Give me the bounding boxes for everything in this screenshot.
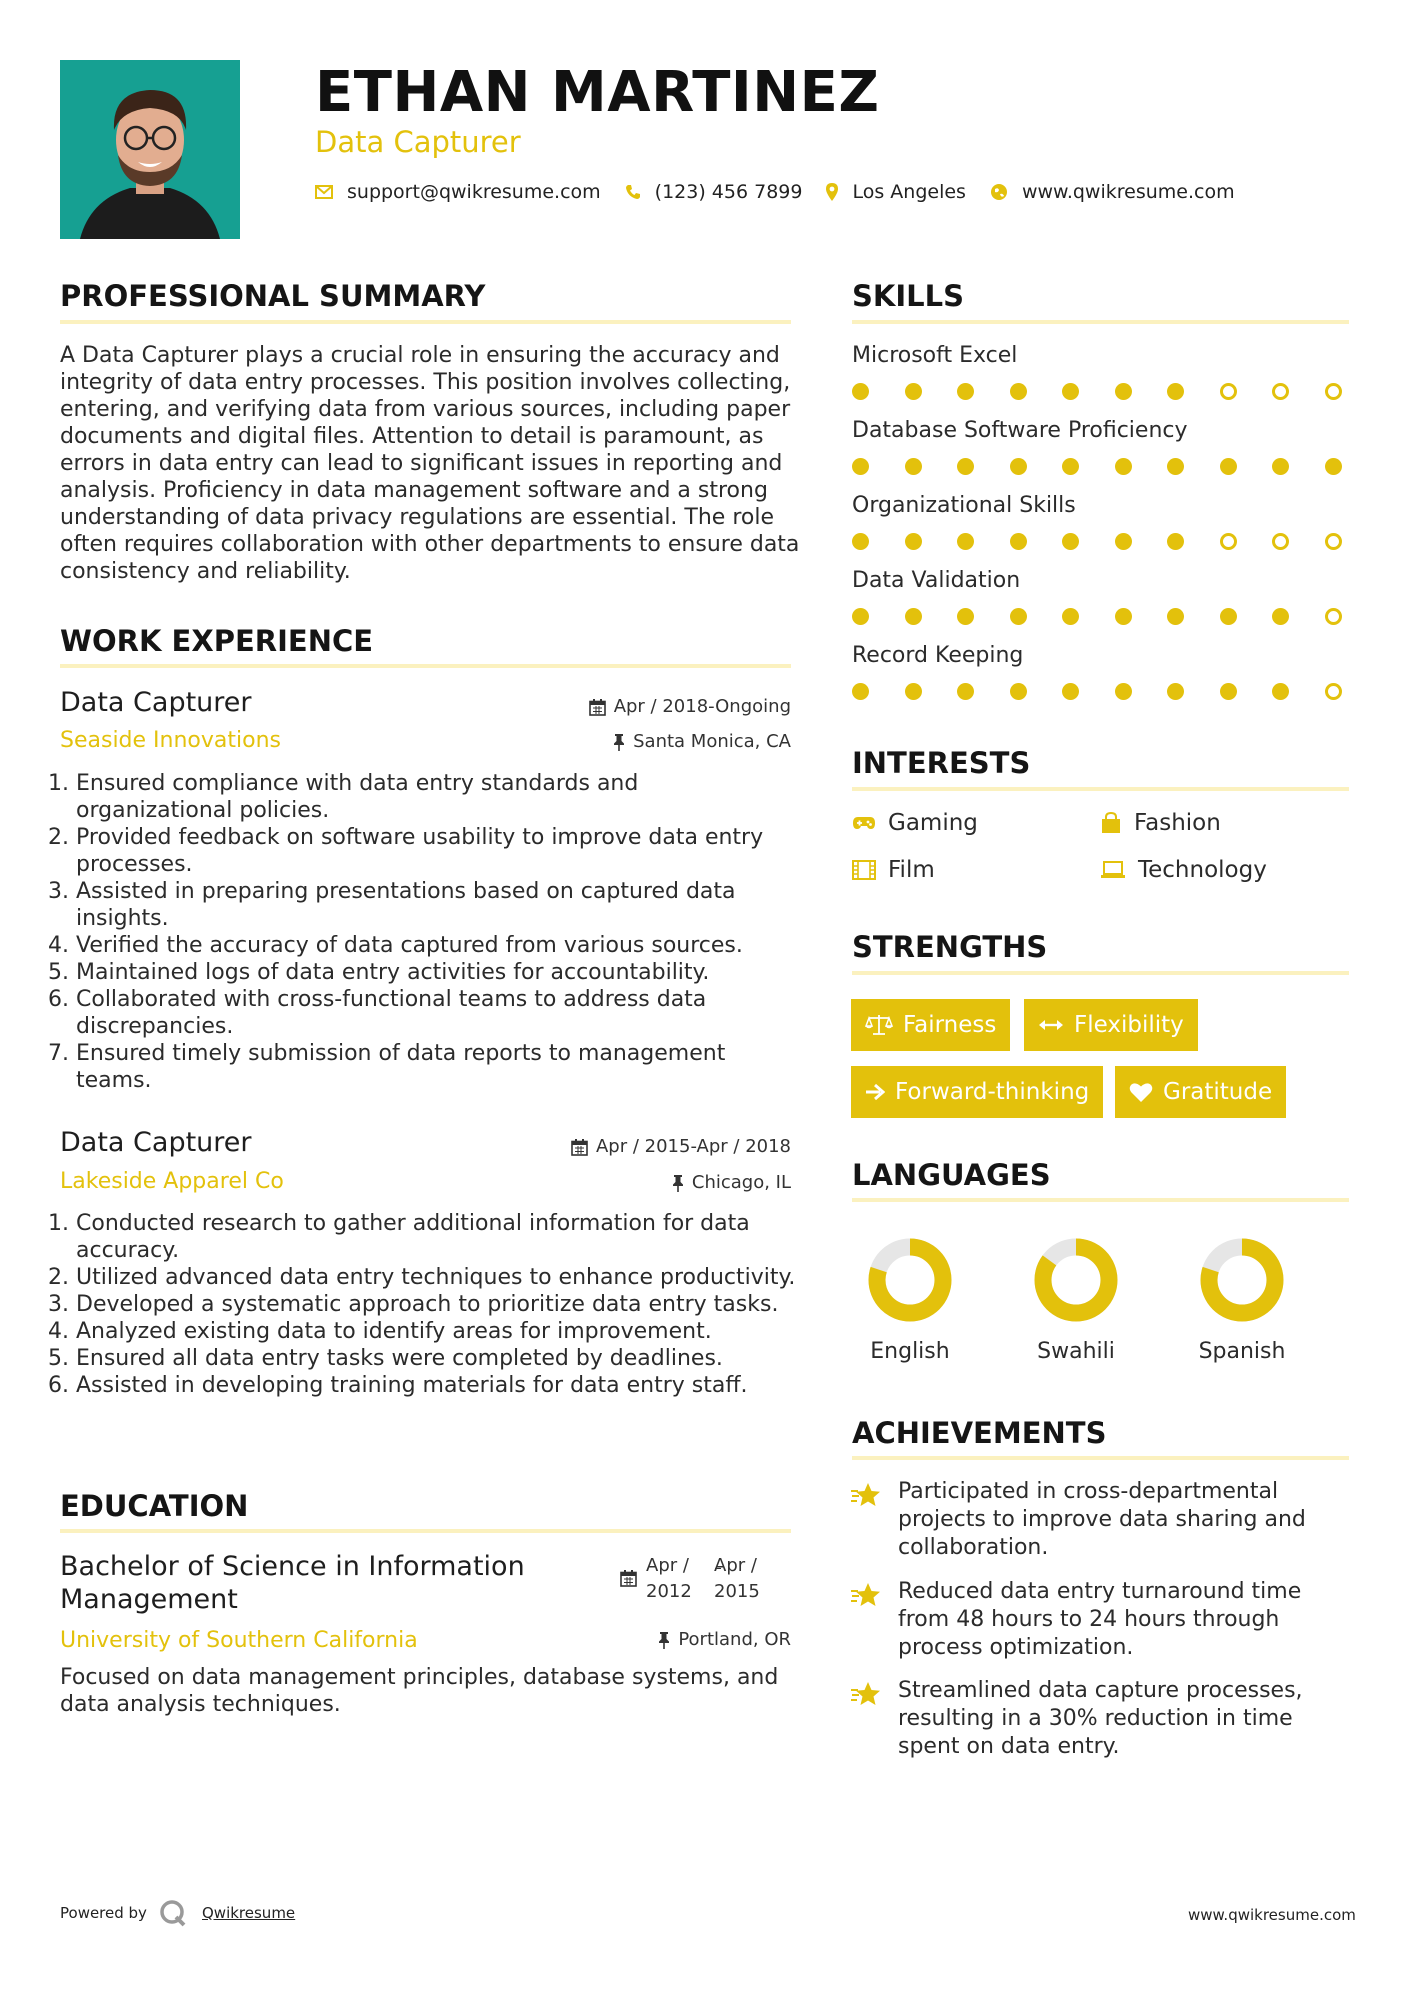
candidate-title: Data Capturer <box>315 125 521 159</box>
skill-dot-filled <box>1062 533 1079 550</box>
interest-technology <box>1100 856 1267 884</box>
job-2-title: Data Capturer <box>60 1127 252 1158</box>
qwikresume-logo-icon <box>158 1898 188 1928</box>
edu-date-separator <box>715 1568 721 1569</box>
job-1-location <box>480 730 791 754</box>
job-1-duty: 7. Ensured timely submission of data reports to management teams. <box>76 1040 798 1094</box>
skill-dot-filled <box>852 458 869 475</box>
education-location <box>480 1628 791 1652</box>
achievement-item <box>850 1578 1318 1662</box>
skill-dot-filled <box>1167 608 1184 625</box>
skills-heading: SKILLS <box>852 279 964 313</box>
skill-rating <box>852 608 1342 625</box>
globe-icon <box>990 183 1008 201</box>
footer-url[interactable]: www.qwikresume.com <box>1188 1906 1356 1924</box>
laptop-icon <box>1100 861 1126 879</box>
skill-dot-filled <box>957 533 974 550</box>
skill-row <box>852 642 1352 717</box>
job-1-duties <box>58 770 798 1094</box>
job-2-duty: 1. Conducted research to gather additional information for data accuracy. <box>76 1210 798 1264</box>
skill-dot-filled <box>1010 608 1027 625</box>
skill-dot-filled <box>1062 683 1079 700</box>
gamepad-icon <box>852 815 876 831</box>
candidate-name: ETHAN MARTINEZ <box>315 60 880 125</box>
balance-scale-icon <box>865 1014 893 1036</box>
skill-dot-filled <box>1272 683 1289 700</box>
contact-phone[interactable] <box>625 181 803 203</box>
languages-heading: LANGUAGES <box>852 1158 1051 1192</box>
pushpin-icon <box>613 734 625 751</box>
skill-dot-filled <box>1220 608 1237 625</box>
achievement-text: Streamlined data capture processes, resulting in a 30% reduction in time spent on data entry. <box>898 1678 1303 1759</box>
skill-name: Organizational Skills <box>852 493 1076 518</box>
job-1-title: Data Capturer <box>60 687 252 718</box>
shopping-bag-icon <box>1100 812 1122 834</box>
languages-chart <box>840 1230 1360 1370</box>
film-icon <box>852 860 876 880</box>
strength-tag-flexibility <box>1024 999 1198 1051</box>
interest-label: Fashion <box>1134 810 1221 836</box>
interest-gaming <box>852 809 978 837</box>
arrow-right-icon <box>865 1083 885 1101</box>
skill-dot-empty <box>1325 383 1342 400</box>
skill-dot-empty <box>1220 533 1237 550</box>
summary-heading: PROFESSIONAL SUMMARY <box>60 279 486 313</box>
skill-dot-filled <box>1115 683 1132 700</box>
pushpin-icon <box>658 1632 670 1649</box>
skill-dot-filled <box>1115 383 1132 400</box>
contact-website[interactable] <box>990 181 1235 203</box>
interests-divider <box>852 787 1349 791</box>
strength-tag-gratitude <box>1115 1066 1286 1118</box>
strength-label: Fairness <box>903 1012 997 1038</box>
job-2-dates-text: Apr / 2015-Apr / 2018 <box>595 1136 791 1157</box>
skill-dot-filled <box>905 608 922 625</box>
education-location-text: Portland, OR <box>678 1629 791 1650</box>
strength-tag-fairness <box>851 999 1010 1051</box>
job-1-duty: 5. Maintained logs of data entry activities for accountability. <box>76 959 798 986</box>
skill-dot-filled <box>1010 458 1027 475</box>
skill-dot-filled <box>852 683 869 700</box>
interest-label: Technology <box>1138 857 1267 883</box>
interest-fashion <box>1100 809 1221 837</box>
skill-row <box>852 492 1352 567</box>
skill-rating <box>852 683 1342 700</box>
skill-dot-filled <box>1115 608 1132 625</box>
skill-name: Database Software Proficiency <box>852 418 1188 443</box>
skill-name: Record Keeping <box>852 643 1024 668</box>
calendar-icon <box>589 699 606 716</box>
skill-dot-filled <box>957 383 974 400</box>
language-name: Swahili <box>1037 1339 1115 1364</box>
job-1-duty: 4. Verified the accuracy of data captured from various sources. <box>76 932 798 959</box>
interests-heading: INTERESTS <box>852 746 1031 780</box>
star-icon <box>850 1680 882 1710</box>
job-1-duty: 3. Assisted in preparing presentations based on captured data insights. <box>76 878 798 932</box>
strength-label: Gratitude <box>1163 1079 1273 1105</box>
skill-dot-empty <box>1325 683 1342 700</box>
job-1-duty: 2. Provided feedback on software usability to improve data entry processes. <box>76 824 798 878</box>
skill-dot-filled <box>1115 458 1132 475</box>
education-heading: EDUCATION <box>60 1489 249 1523</box>
skill-row <box>852 342 1352 417</box>
skill-dot-filled <box>1272 608 1289 625</box>
envelope-icon <box>315 185 333 199</box>
skills-list <box>852 342 1352 717</box>
school-name: University of Southern California <box>60 1628 418 1653</box>
education-description: Focused on data management principles, database systems, and data analysis techniques. <box>60 1665 779 1717</box>
skill-dot-filled <box>905 458 922 475</box>
job-1-company: Seaside Innovations <box>60 728 281 753</box>
contact-bar <box>315 178 1259 206</box>
skill-row <box>852 567 1352 642</box>
languages-divider <box>852 1198 1349 1202</box>
job-2-dates <box>480 1135 791 1159</box>
summary-divider <box>60 320 791 324</box>
skill-dot-filled <box>852 533 869 550</box>
skill-dot-filled <box>852 608 869 625</box>
avatar-illustration <box>60 60 240 239</box>
job-2-duty: 6. Assisted in developing training materials for data entry staff. <box>76 1372 798 1399</box>
map-pin-icon <box>826 183 838 201</box>
skill-dot-empty <box>1272 533 1289 550</box>
skill-dot-filled <box>1010 533 1027 550</box>
skill-dot-filled <box>1167 458 1184 475</box>
skill-dot-empty <box>1325 608 1342 625</box>
powered-by-label: Powered by <box>60 1904 147 1922</box>
skill-dot-filled <box>1167 533 1184 550</box>
job-2-duty: 2. Utilized advanced data entry techniques to enhance productivity. <box>76 1264 798 1291</box>
phone-icon <box>625 184 641 200</box>
contact-email[interactable] <box>315 181 601 203</box>
job-1-duty: 1. Ensured compliance with data entry standards and organizational policies. <box>76 770 798 824</box>
interest-label: Film <box>888 857 935 883</box>
heart-icon <box>1129 1082 1153 1103</box>
skill-dot-filled <box>852 383 869 400</box>
edu-start-month: Apr / <box>646 1555 689 1576</box>
skill-dot-filled <box>1062 458 1079 475</box>
skill-dot-filled <box>1325 458 1342 475</box>
job-2-company: Lakeside Apparel Co <box>60 1169 284 1194</box>
skill-dot-filled <box>1167 683 1184 700</box>
profile-photo <box>60 60 240 239</box>
experience-heading: WORK EXPERIENCE <box>60 624 374 658</box>
job-2-duty: 3. Developed a systematic approach to prioritize data entry tasks. <box>76 1291 798 1318</box>
strength-label: Flexibility <box>1074 1012 1184 1038</box>
skill-dot-filled <box>1062 608 1079 625</box>
job-2-location-text: Chicago, IL <box>691 1172 791 1193</box>
star-icon <box>850 1481 882 1511</box>
pushpin-icon <box>672 1175 684 1192</box>
job-2-duty: 4. Analyzed existing data to identify areas for improvement. <box>76 1318 798 1345</box>
job-2-location <box>480 1171 791 1195</box>
qwikresume-link[interactable]: Qwikresume <box>202 1904 296 1922</box>
location-text: Los Angeles <box>852 181 966 203</box>
skill-dot-filled <box>905 533 922 550</box>
education-divider <box>60 1529 791 1533</box>
strengths-heading: STRENGTHS <box>852 930 1048 964</box>
skill-rating <box>852 533 1342 550</box>
degree-title: Bachelor of Science in Information Management <box>60 1551 525 1615</box>
star-icon <box>850 1581 882 1611</box>
skill-dot-empty <box>1220 383 1237 400</box>
skill-dot-filled <box>1010 683 1027 700</box>
interest-label: Gaming <box>888 810 978 836</box>
website-text: www.qwikresume.com <box>1021 181 1235 203</box>
job-2-duty: 5. Ensured all data entry tasks were completed by deadlines. <box>76 1345 798 1372</box>
skill-name: Microsoft Excel <box>852 343 1018 368</box>
language-name: English <box>870 1339 950 1364</box>
skill-dot-filled <box>905 683 922 700</box>
skill-dot-empty <box>1325 533 1342 550</box>
email-text: support@qwikresume.com <box>347 181 601 203</box>
skill-dot-filled <box>1220 458 1237 475</box>
skill-name: Data Validation <box>852 568 1021 593</box>
skill-dot-filled <box>905 383 922 400</box>
skill-row <box>852 417 1352 492</box>
interest-film <box>852 856 935 884</box>
experience-divider <box>60 664 791 668</box>
skill-rating <box>852 458 1342 475</box>
job-1-dates <box>480 695 791 719</box>
job-1-dates-text: Apr / 2018-Ongoing <box>613 696 791 717</box>
phone-text: (123) 456 7899 <box>654 181 803 203</box>
skill-dot-filled <box>1220 683 1237 700</box>
education-dates <box>618 1554 798 1606</box>
contact-location <box>826 181 965 203</box>
skill-dot-filled <box>1062 383 1079 400</box>
strength-tag-forward-thinking <box>851 1066 1103 1118</box>
skill-dot-filled <box>957 608 974 625</box>
summary-text: A Data Capturer plays a crucial role in ensuring the accuracy and integrity of data entry processes. This position involves collecting, entering, and verifying data from various sources, including paper documents and digital files. Attention to detail is paramount, as errors in data entry can lead to significant issues in reporting and analysis. Proficiency in data management software and a strong understanding of data privacy regulations are essential. The role often requires collaboration with other departments to ensure data consistency and reliability. <box>60 343 800 584</box>
skill-dot-filled <box>1010 383 1027 400</box>
achievement-text: Reduced data entry turnaround time from 48 hours to 24 hours through process optimization. <box>898 1579 1302 1660</box>
calendar-icon <box>620 1570 637 1587</box>
edu-start-year: 2012 <box>646 1581 692 1602</box>
achievement-item <box>850 1478 1318 1562</box>
edu-end-year: 2015 <box>714 1581 760 1602</box>
skill-dot-filled <box>1115 533 1132 550</box>
achievement-item <box>850 1677 1318 1761</box>
skill-dot-filled <box>1272 458 1289 475</box>
calendar-icon <box>571 1139 588 1156</box>
skill-dot-empty <box>1272 383 1289 400</box>
job-1-location-text: Santa Monica, CA <box>633 731 791 752</box>
skill-rating <box>852 383 1342 400</box>
strengths-divider <box>852 971 1349 975</box>
job-2-duties <box>58 1210 798 1399</box>
language-name: Spanish <box>1198 1339 1286 1364</box>
edu-end-month: Apr / <box>714 1555 757 1576</box>
achievement-text: Participated in cross-departmental projects to improve data sharing and collaboration. <box>898 1479 1306 1560</box>
job-1-duty: 6. Collaborated with cross-functional teams to address data discrepancies. <box>76 986 798 1040</box>
skills-divider <box>852 320 1349 324</box>
achievements-heading: ACHIEVEMENTS <box>852 1416 1107 1450</box>
skill-dot-filled <box>957 683 974 700</box>
skill-dot-filled <box>1167 383 1184 400</box>
strength-label: Forward-thinking <box>895 1079 1090 1105</box>
achievements-divider <box>852 1456 1349 1460</box>
arrows-horizontal-icon <box>1038 1018 1064 1032</box>
skill-dot-filled <box>957 458 974 475</box>
